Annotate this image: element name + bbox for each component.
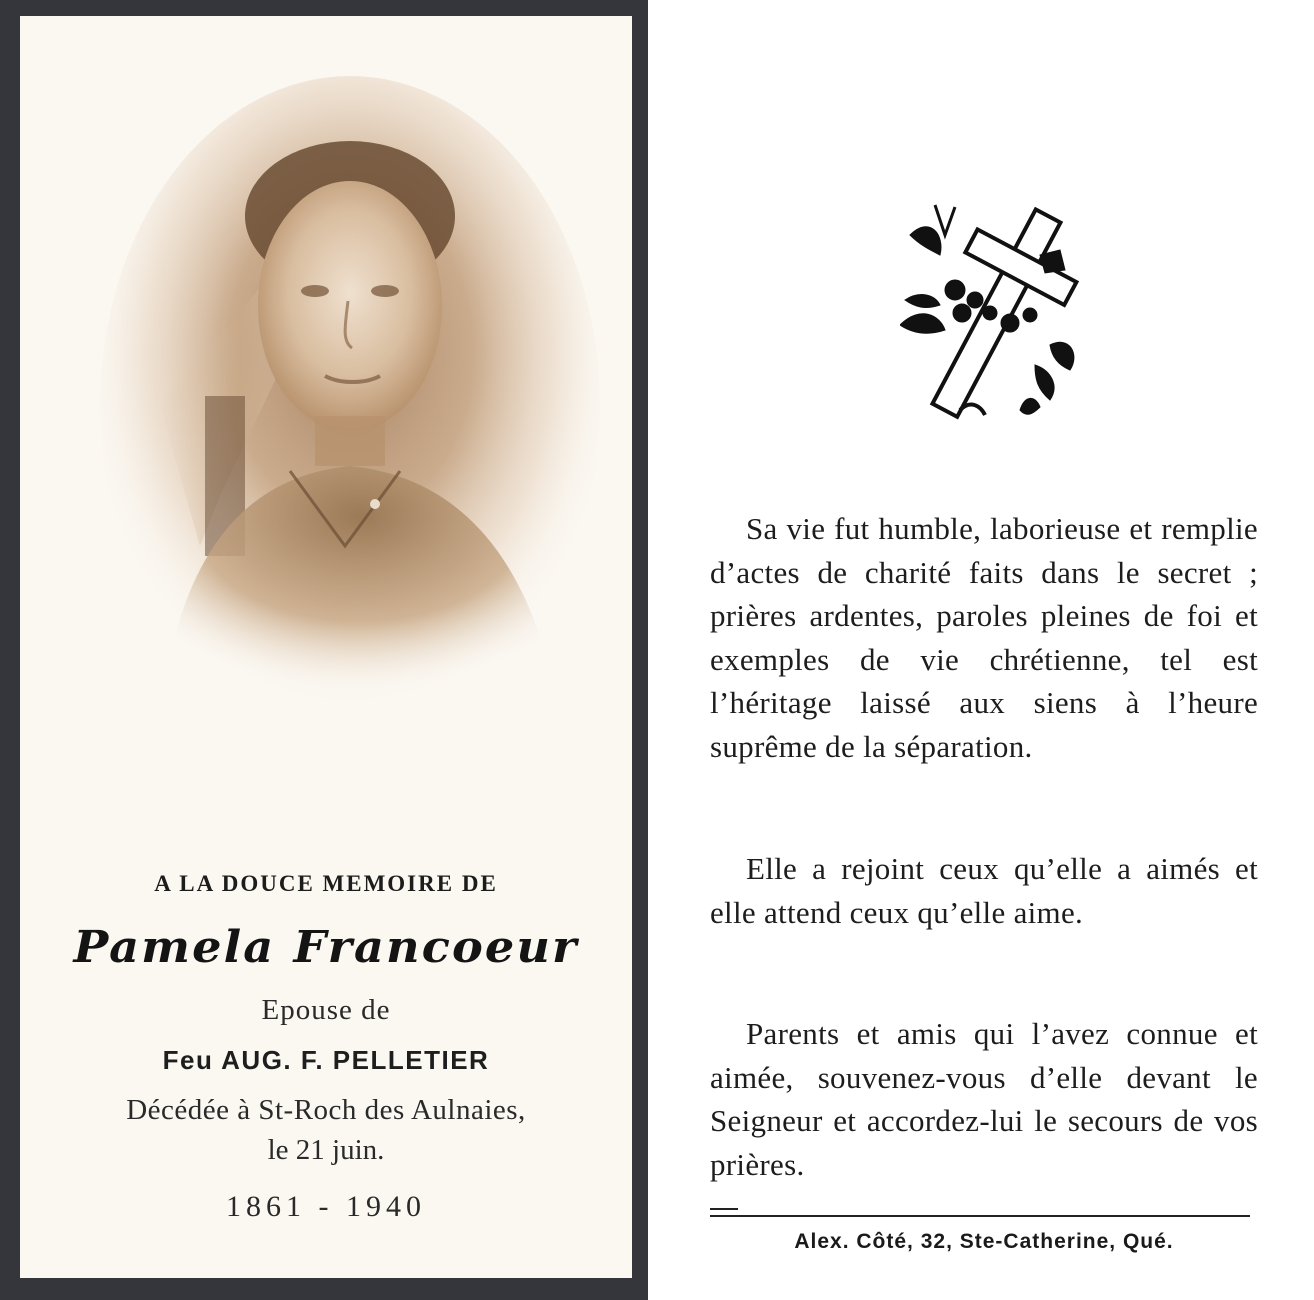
card-paper — [20, 16, 632, 1278]
memorial-card-back — [660, 0, 1314, 1300]
verse-paragraph-1: Sa vie fut humble, laborieuse et remplie d’actes de charité faits dans le secret ; prières ardentes, paroles pleines de foi et exemples de vie chrétienne, tel est l’héritage laissé aux siens à l’heure suprême de la séparation. — [710, 511, 1258, 764]
memorial-heading: A LA DOUCE MEMOIRE DE — [154, 871, 498, 896]
spouse-label: Epouse de — [261, 994, 391, 1026]
deceased-name: Pamela Francoeur — [73, 922, 579, 973]
husband-name: Feu AUG. F. PELLETIER — [162, 1045, 490, 1075]
divider-line — [710, 1215, 1250, 1217]
printer-credit: Alex. Côté, 32, Ste-Catherine, Qué. — [794, 1230, 1174, 1253]
death-date: le 21 juin. — [267, 1134, 385, 1166]
memorial-card-front — [0, 0, 648, 1300]
life-years: 1861 - 1940 — [226, 1190, 426, 1223]
divider-short — [710, 1208, 738, 1210]
portrait-photo — [90, 76, 610, 776]
verse-paragraph-2: Elle a rejoint ceux qu’elle a aimés et elle attend ceux qu’elle aime. — [710, 851, 1258, 930]
verse-paragraph-3: Parents et amis qui l’avez connue et aimée, souvenez-vous d’elle devant le Seigneur et accordez-lui le secours de vos prières. — [710, 1016, 1258, 1182]
cross-with-flowers-icon — [900, 195, 1080, 435]
memorial-text — [20, 866, 632, 1228]
death-place: Décédée à St-Roch des Aulnaies, — [126, 1094, 526, 1126]
